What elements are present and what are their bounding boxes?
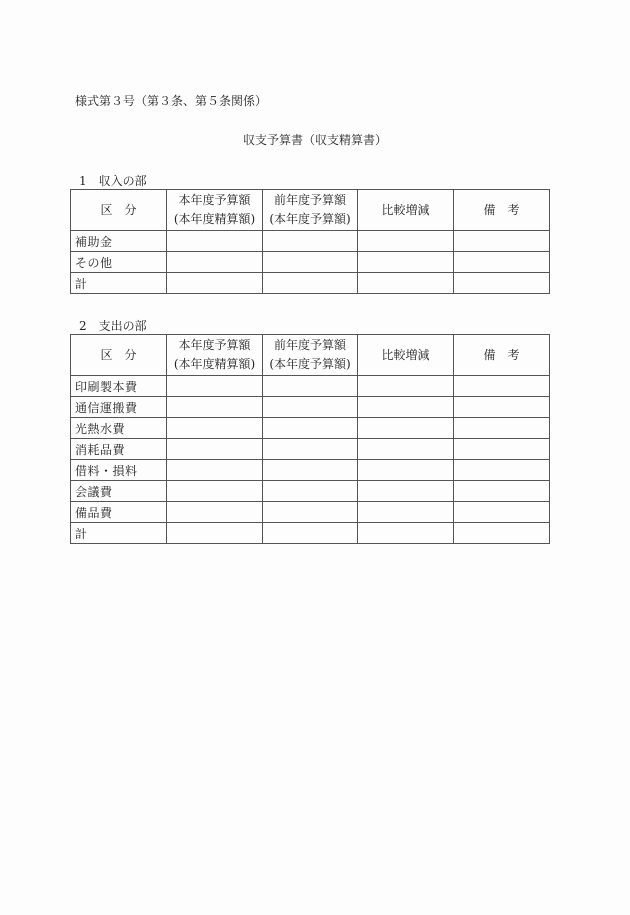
- table-row: [71, 460, 550, 481]
- header-difference: 比較増減: [358, 190, 454, 231]
- cell-difference[interactable]: [358, 460, 454, 481]
- cell-previous[interactable]: [263, 439, 358, 460]
- table-row: [71, 231, 550, 252]
- cell-remarks[interactable]: [454, 418, 550, 439]
- cell-current[interactable]: [167, 481, 263, 502]
- cell-current[interactable]: [167, 502, 263, 523]
- cell-remarks[interactable]: [454, 397, 550, 418]
- cell-remarks[interactable]: [454, 231, 550, 252]
- cell-remarks[interactable]: [454, 439, 550, 460]
- table-row: [71, 481, 550, 502]
- table-row: [71, 252, 550, 273]
- cell-previous[interactable]: [263, 252, 358, 273]
- header-current-line2: (本年度精算額): [173, 212, 256, 226]
- header-difference: 比較増減: [358, 335, 454, 376]
- header-previous-line1: 前年度予算額: [273, 193, 346, 207]
- row-label: 消耗品費: [71, 439, 167, 460]
- table-row: [71, 397, 550, 418]
- row-label: 会議費: [71, 481, 167, 502]
- header-previous-line1: 前年度予算額: [273, 338, 346, 352]
- cell-remarks[interactable]: [454, 502, 550, 523]
- cell-difference[interactable]: [358, 481, 454, 502]
- header-previous-budget: [263, 190, 358, 231]
- cell-difference[interactable]: [358, 502, 454, 523]
- cell-difference[interactable]: [358, 523, 454, 544]
- cell-previous[interactable]: [263, 502, 358, 523]
- cell-previous[interactable]: [263, 376, 358, 397]
- cell-current[interactable]: [167, 418, 263, 439]
- cell-remarks[interactable]: [454, 273, 550, 294]
- cell-difference[interactable]: [358, 418, 454, 439]
- cell-remarks[interactable]: [454, 523, 550, 544]
- cell-current[interactable]: [167, 376, 263, 397]
- row-label: 補助金: [71, 231, 167, 252]
- cell-current[interactable]: [167, 252, 263, 273]
- row-label: 計: [71, 523, 167, 544]
- cell-current[interactable]: [167, 460, 263, 481]
- row-label: その他: [71, 252, 167, 273]
- cell-previous[interactable]: [263, 231, 358, 252]
- row-label: 備品費: [71, 502, 167, 523]
- cell-remarks[interactable]: [454, 460, 550, 481]
- header-category: 区 分: [71, 190, 167, 231]
- header-current-line2: (本年度精算額): [173, 357, 256, 371]
- cell-previous[interactable]: [263, 523, 358, 544]
- cell-difference[interactable]: [358, 376, 454, 397]
- row-label: 借料・損料: [71, 460, 167, 481]
- expenditure-header-row: [71, 335, 550, 376]
- cell-previous[interactable]: [263, 481, 358, 502]
- cell-previous[interactable]: [263, 397, 358, 418]
- expenditure-table: [70, 334, 550, 544]
- table-row: [71, 439, 550, 460]
- row-label: 光熱水費: [71, 418, 167, 439]
- header-current-budget: [167, 190, 263, 231]
- cell-current[interactable]: [167, 523, 263, 544]
- cell-difference[interactable]: [358, 439, 454, 460]
- cell-current[interactable]: [167, 231, 263, 252]
- expenditure-section-label: 2 支出の部: [79, 319, 147, 333]
- cell-remarks[interactable]: [454, 481, 550, 502]
- cell-previous[interactable]: [263, 418, 358, 439]
- row-label: 通信運搬費: [71, 397, 167, 418]
- cell-current[interactable]: [167, 397, 263, 418]
- cell-current[interactable]: [167, 273, 263, 294]
- form-number: 様式第３号（第３条、第５条関係）: [75, 94, 268, 108]
- cell-previous[interactable]: [263, 460, 358, 481]
- table-row: [71, 502, 550, 523]
- header-remarks: 備 考: [454, 190, 550, 231]
- cell-difference[interactable]: [358, 273, 454, 294]
- header-previous-line2: (本年度予算額): [269, 357, 351, 371]
- cell-previous[interactable]: [263, 273, 358, 294]
- income-table: [70, 189, 550, 294]
- header-previous-line2: (本年度予算額): [269, 212, 351, 226]
- income-header-row: [71, 190, 550, 231]
- table-row: [71, 273, 550, 294]
- header-current-line1: 本年度予算額: [178, 338, 251, 352]
- header-category: 区 分: [71, 335, 167, 376]
- header-previous-budget: [263, 335, 358, 376]
- row-label: 計: [71, 273, 167, 294]
- income-section-label: 1 収入の部: [79, 174, 147, 188]
- cell-difference[interactable]: [358, 252, 454, 273]
- header-current-budget: [167, 335, 263, 376]
- table-row: [71, 376, 550, 397]
- header-remarks: 備 考: [454, 335, 550, 376]
- document-title: 収支予算書（収支精算書）: [242, 133, 387, 147]
- cell-difference[interactable]: [358, 231, 454, 252]
- table-row: [71, 418, 550, 439]
- cell-remarks[interactable]: [454, 376, 550, 397]
- table-row: [71, 523, 550, 544]
- row-label: 印刷製本費: [71, 376, 167, 397]
- header-current-line1: 本年度予算額: [178, 193, 251, 207]
- cell-current[interactable]: [167, 439, 263, 460]
- cell-remarks[interactable]: [454, 252, 550, 273]
- cell-difference[interactable]: [358, 397, 454, 418]
